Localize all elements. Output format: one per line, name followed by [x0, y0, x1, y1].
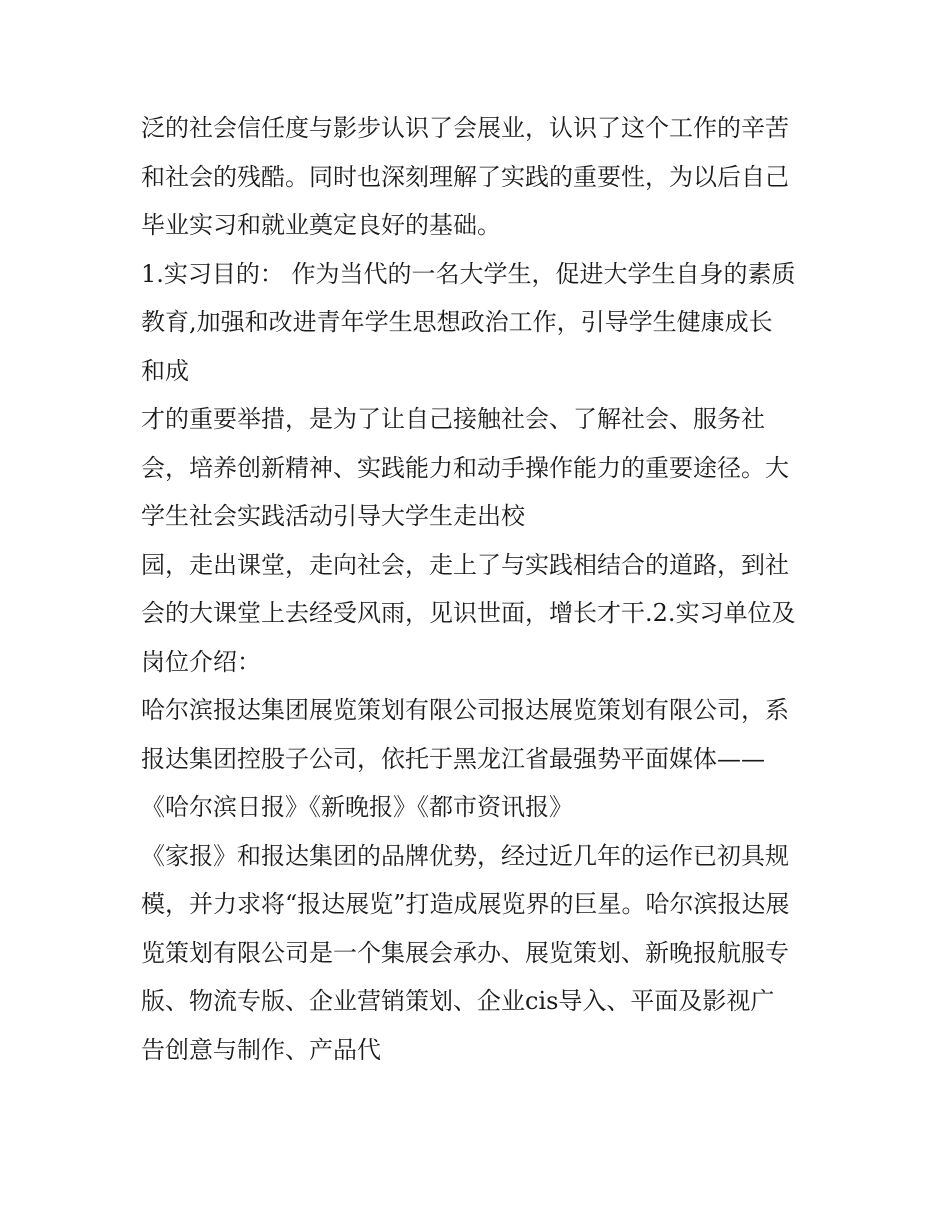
- text-line: 会，培养创新精神、实践能力和动手操作能力的重要途径。大: [141, 453, 789, 482]
- text-line: 泛的社会信任度与影步认识了会展业，认识了这个工作的辛苦: [141, 114, 789, 142]
- text-line: 毕业实习和就业奠定良好的基础。: [141, 211, 501, 239]
- text-line: 哈尔滨报达集团展览策划有限公司报达展览策划有限公司，系: [141, 696, 789, 724]
- text-line: 园，走出课堂，走向社会，走上了与实践相结合的道路，到社: [141, 550, 789, 579]
- text-line: 才的重要举措，是为了让自己接触社会、了解社会、服务社: [141, 405, 765, 433]
- text-line: 模，并力求将“报达展览”打造成展览界的巨星。哈尔滨报达展: [141, 890, 790, 918]
- text-line: 《哈尔滨日报》《新晚报》《都市资讯报》: [141, 793, 573, 821]
- text-line: 览策划有限公司是一个集展会承办、展览策划、新晚报航服专: [141, 938, 789, 967]
- text-line: 教育,加强和改进青年学生思想政治工作，引导学生健康成长: [141, 308, 773, 336]
- body-text: [141, 104, 821, 1074]
- text-line: 告创意与制作、产品代: [141, 1035, 381, 1064]
- text-line: 《家报》和报达集团的品牌优势，经过近几年的运作已初具规: [141, 841, 789, 870]
- text-line: 学生社会实践活动引导大学生走出校: [141, 502, 525, 530]
- text-line: 和社会的残酷。同时也深刻理解了实践的重要性，为以后自己: [141, 162, 789, 191]
- text-line: 报达集团控股子公司，依托于黑龙江省最强势平面媒体——: [141, 744, 765, 773]
- text-line: 岗位介绍：: [141, 647, 261, 676]
- text-line: 和成: [141, 356, 189, 385]
- text-line: 版、物流专版、企业营销策划、企业cis导入、平面及影视广: [141, 987, 775, 1015]
- text-line: 1.实习目的： 作为当代的一名大学生，促进大学生自身的素质: [141, 259, 796, 288]
- text-line: 会的大课堂上去经受风雨，见识世面，增长才干.2.实习单位及: [141, 599, 796, 627]
